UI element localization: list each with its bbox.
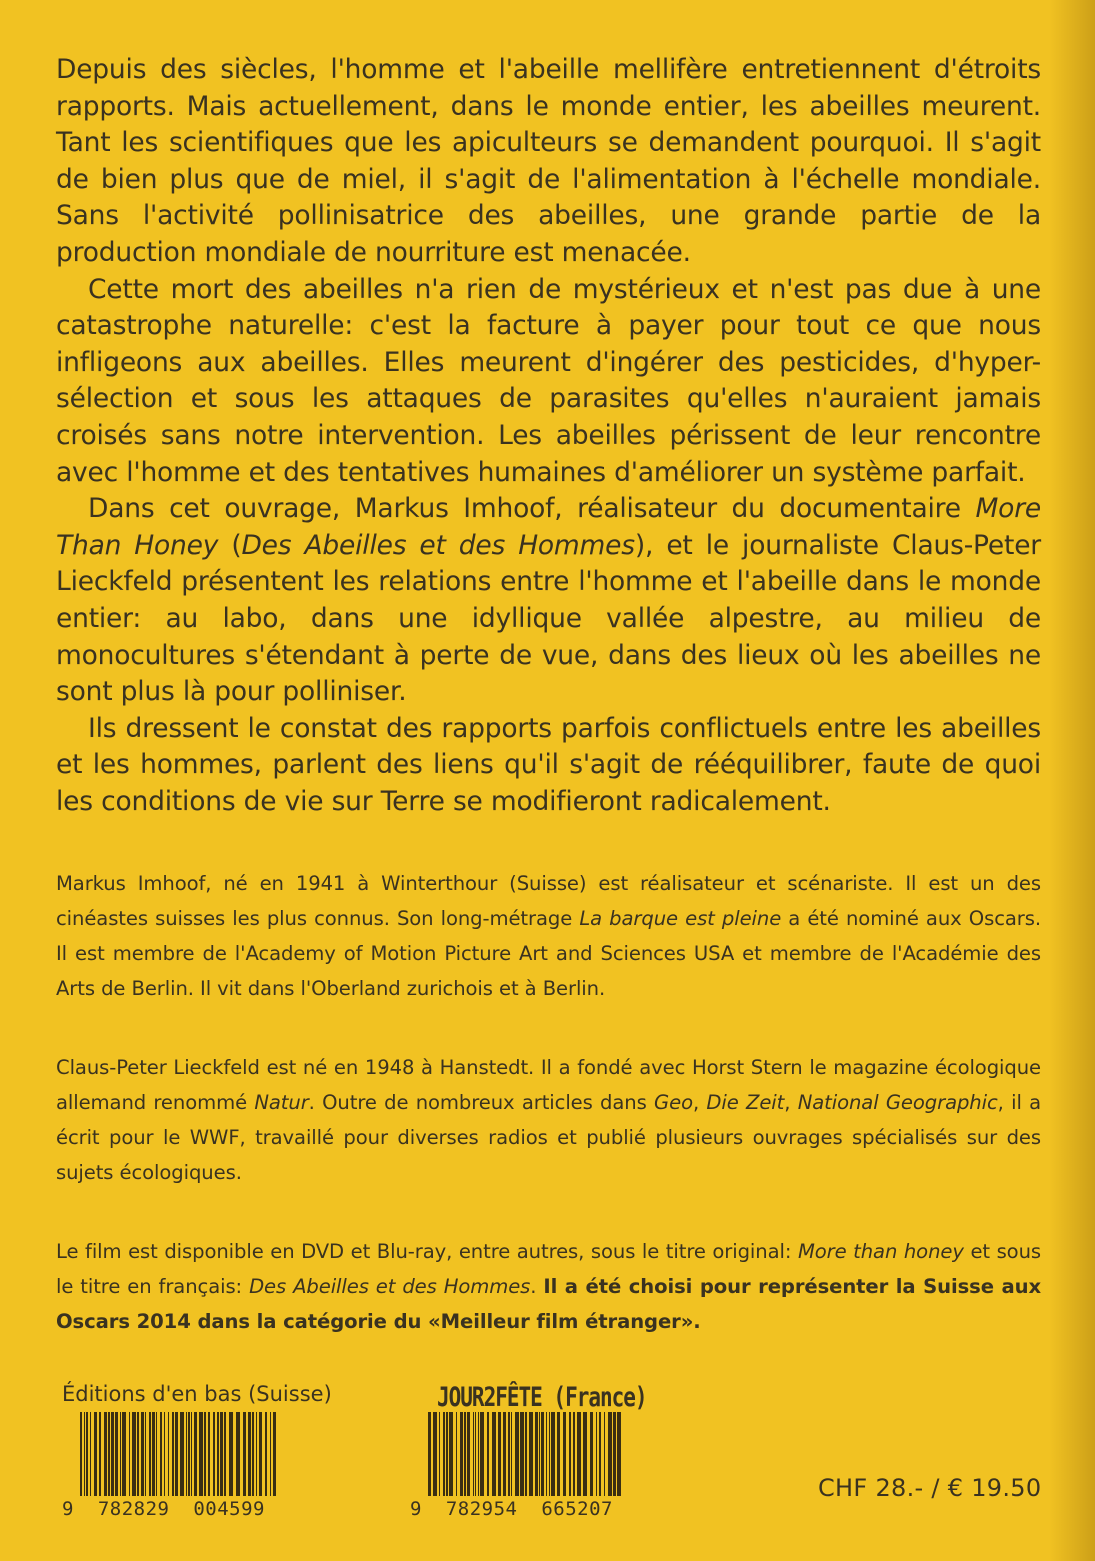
- barcode-bar: [529, 1412, 533, 1496]
- barcode-bar: [596, 1412, 597, 1496]
- barcode-bar: [449, 1412, 453, 1496]
- barcode-bar: [99, 1412, 101, 1496]
- magazine-title: National Geographic: [797, 1091, 998, 1115]
- barcode-bar: [229, 1412, 233, 1496]
- barcode-bar: [149, 1412, 151, 1496]
- barcode-bar: [599, 1412, 601, 1496]
- barcode-bar: [90, 1412, 91, 1496]
- barcode-bar: [583, 1412, 587, 1496]
- barcode-bar: [475, 1412, 476, 1496]
- text-run: a été nominé aux Oscars. Il est membre de l'Academy of Motion Picture Art and Sciences USA et membre de l'Académie des Arts de Berlin. Il vit dans l'Oberland zurichois et à Berlin.: [56, 907, 1041, 1001]
- barcode-bar: [168, 1412, 169, 1496]
- barcode-bar: [224, 1412, 226, 1496]
- barcode-bar: [428, 1412, 431, 1496]
- text-run: ,: [692, 1091, 707, 1115]
- blurb-paragraph-1: Depuis des siècles, l'homme et l'abeille mellifère entretiennent d'étroits rapports. Mais actuellement, dans le monde entier, les abeilles meurent. Tant les scientifiques que les apiculteurs se demandent pourquoi. Il s'agit de bien plus que de miel, il s'agit de l'alimentation à l'échelle mondiale. Sans l'activité pollinisatrice des abeilles, une grande partie de la production mondiale de nourriture est menacée.: [56, 54, 1041, 268]
- barcode-bar: [563, 1412, 566, 1496]
- blurb: [56, 52, 1041, 820]
- barcode-bar: [164, 1412, 165, 1496]
- text-run: ,: [784, 1091, 798, 1115]
- barcode-bar: [446, 1412, 448, 1496]
- barcode-bar: [94, 1412, 97, 1496]
- barcode-bar: [259, 1412, 262, 1496]
- barcode-bar: [172, 1412, 174, 1496]
- barcode-bar: [511, 1412, 512, 1496]
- barcode-bar: [115, 1412, 118, 1496]
- text-run: Le film est disponible en DVD et Blu-ray, entre autres, sous le titre original:: [56, 1240, 798, 1264]
- barcode-bar: [208, 1412, 210, 1496]
- barcode-bar: [243, 1412, 246, 1496]
- barcode-bar: [617, 1412, 621, 1496]
- text-run: Dans cet ouvrage, Markus Imhoof, réalisateur du documentaire: [88, 493, 976, 525]
- barcode-bar: [137, 1412, 139, 1496]
- barcode-bar: [525, 1412, 527, 1496]
- barcode-bar: [129, 1412, 130, 1496]
- barcode-bar: [80, 1412, 82, 1496]
- back-cover-text: [56, 52, 1041, 1339]
- barcode-bar: [473, 1412, 474, 1496]
- barcode-bar: [152, 1412, 155, 1496]
- barcode-bar: [84, 1412, 85, 1496]
- barcode-bar: [180, 1412, 184, 1496]
- barcode-bar: [191, 1412, 192, 1496]
- barcode-bar: [508, 1412, 510, 1496]
- barcode-bar: [236, 1412, 240, 1496]
- barcode-bar: [551, 1412, 555, 1496]
- film-note: [56, 1234, 1041, 1339]
- oscar-note: Il a été choisi pour représenter la Suisse aux Oscars 2014 dans la catégorie du «Meilleur film étranger».: [56, 1275, 1041, 1334]
- barcode-bar: [460, 1412, 463, 1496]
- barcode-bar: [541, 1412, 544, 1496]
- barcode-bar: [520, 1412, 524, 1496]
- text-run: Claus-Peter Lieckfeld est né en 1948 à Hanstedt. Il a fondé avec Horst Stern le magazine écologique allemand renommé: [56, 1056, 1041, 1115]
- barcode-bar: [498, 1412, 501, 1496]
- barcode-digits: 9 782829 004599: [62, 1498, 265, 1520]
- barcode-bar: [549, 1412, 550, 1496]
- barcode-bar: [590, 1412, 593, 1496]
- barcode-bar: [186, 1412, 187, 1496]
- film-title-fr: Des Abeilles et des Hommes: [249, 1275, 531, 1299]
- barcode-bar: [439, 1412, 440, 1496]
- barcode-bar: [188, 1412, 190, 1496]
- barcode-bar: [141, 1412, 144, 1496]
- text-run: .: [530, 1275, 544, 1299]
- blurb-paragraph-3: [56, 491, 1041, 711]
- bio-lieckfeld: [56, 1050, 1041, 1190]
- text-run: , il a écrit pour le WWF, travaillé pour diverses radios et publié plusieurs ouvrages spécialisés sur des sujets écologiques.: [56, 1091, 1042, 1185]
- barcode-bar: [122, 1412, 126, 1496]
- barcode-bar: [104, 1412, 107, 1496]
- barcode-bar: [443, 1412, 445, 1496]
- barcode-bar: [467, 1412, 470, 1496]
- text-run: . Outre de nombreux articles dans: [308, 1091, 655, 1115]
- barcode-bar: [213, 1412, 215, 1496]
- text-run: ), et le journaliste Claus-Peter Lieckfeld présentent les relations entre l'homme et l'abeille dans le monde entier: au labo, dans une idyllique vallée alpestre, au milieu de monocultures s'étendant à perte de vue, dans des lieux où les abeilles ne sont plus là pour polliniser.: [56, 529, 1041, 708]
- magazine-title: Geo: [654, 1091, 693, 1115]
- barcode-bar: [265, 1412, 267, 1496]
- barcode-bar: [132, 1412, 136, 1496]
- barcode-bar: [199, 1412, 203, 1496]
- barcode-bar: [217, 1412, 219, 1496]
- barcode-bar: [145, 1412, 146, 1496]
- barcode-bar: [546, 1412, 547, 1496]
- barcode-bar: [256, 1412, 257, 1496]
- film-title-en: More Than Honey: [56, 493, 1041, 561]
- barcode-bar: [175, 1412, 178, 1496]
- film-title: La barque est pleine: [579, 907, 782, 931]
- magazine-title: Natur: [254, 1091, 309, 1115]
- barcode-bar: [613, 1412, 616, 1496]
- barcode-bar: [156, 1412, 157, 1496]
- barcode-bar: [480, 1412, 484, 1496]
- barcode-bar: [515, 1412, 519, 1496]
- barcode-bar: [492, 1412, 496, 1496]
- barcode-bar: [557, 1412, 560, 1496]
- barcode-bar: [204, 1412, 206, 1496]
- publisher-swiss: Éditions d'en bas (Suisse): [62, 1382, 332, 1406]
- barcode-bar: [86, 1412, 88, 1496]
- bio-imhoof: [56, 866, 1041, 1006]
- barcode-bar: [433, 1412, 437, 1496]
- text-run: (: [218, 529, 242, 561]
- barcode-bar: [160, 1412, 162, 1496]
- barcode-french: [410, 1412, 640, 1520]
- film-title-en: More than honey: [797, 1240, 964, 1264]
- barcode-bar: [487, 1412, 489, 1496]
- barcode-bar: [608, 1412, 612, 1496]
- barcode-bar: [503, 1412, 506, 1496]
- barcode-bar: [604, 1412, 605, 1496]
- barcode-bar: [194, 1412, 197, 1496]
- spine-shadow: [1049, 0, 1095, 1561]
- barcode-bar: [273, 1412, 276, 1496]
- blurb-paragraph-2: Cette mort des abeilles n'a rien de mystérieux et n'est pas due à une catastrophe naturelle: c'est la facture à payer pour tout ce que nous infligeons aux abeilles. Elles meurent d'ingérer des pesticides, d'hyper-sélection et sous les attaques de parasites qu'elles n'auraient jamais croisés sans notre intervention. Les abeilles périssent de leur rencontre avec l'homme et des tentatives humaines d'améliorer un système parfait.: [56, 273, 1041, 488]
- barcode-bars: [428, 1412, 628, 1496]
- text-run: Markus Imhoof, né en 1941 à Winterthour (Suisse) est réalisateur et scénariste. Il est un des cinéastes suisses les plus connus. Son long-métrage: [56, 872, 1041, 931]
- barcode-bar: [252, 1412, 254, 1496]
- barcode-bar: [478, 1412, 479, 1496]
- barcode-bar: [108, 1412, 110, 1496]
- magazine-title: Die Zeit: [706, 1091, 785, 1115]
- barcode-bar: [577, 1412, 581, 1496]
- barcode-bar: [464, 1412, 466, 1496]
- film-title-fr: Des Abeilles et des Hommes: [241, 529, 635, 561]
- price: CHF 28.- / € 19.50: [818, 1474, 1042, 1502]
- barcode-bars: [80, 1412, 280, 1496]
- barcode-bar: [569, 1412, 571, 1496]
- barcode-swiss: [62, 1412, 292, 1520]
- publisher-french: JOUR2FÊTE (France): [437, 1382, 647, 1412]
- barcode-bar: [220, 1412, 223, 1496]
- barcode-bar: [248, 1412, 251, 1496]
- barcode-bar: [111, 1412, 114, 1496]
- barcode-bar: [270, 1412, 271, 1496]
- barcode-digits: 9 782954 665207: [410, 1498, 613, 1520]
- barcode-bar: [573, 1412, 575, 1496]
- barcode-bar: [539, 1412, 540, 1496]
- text-run: et sous le titre en français:: [56, 1240, 1041, 1299]
- barcode-bar: [535, 1412, 538, 1496]
- author-bios: [56, 866, 1041, 1339]
- barcode-bar: [456, 1412, 457, 1496]
- blurb-paragraph-4: Ils dressent le constat des rapports parfois conflictuels entre les abeilles et les hommes, parlent des liens qu'il s'agit de rééquilibrer, faute de quoi les conditions de vie sur Terre se modifieront radicalement.: [56, 712, 1041, 817]
- barcode-bar: [120, 1412, 121, 1496]
